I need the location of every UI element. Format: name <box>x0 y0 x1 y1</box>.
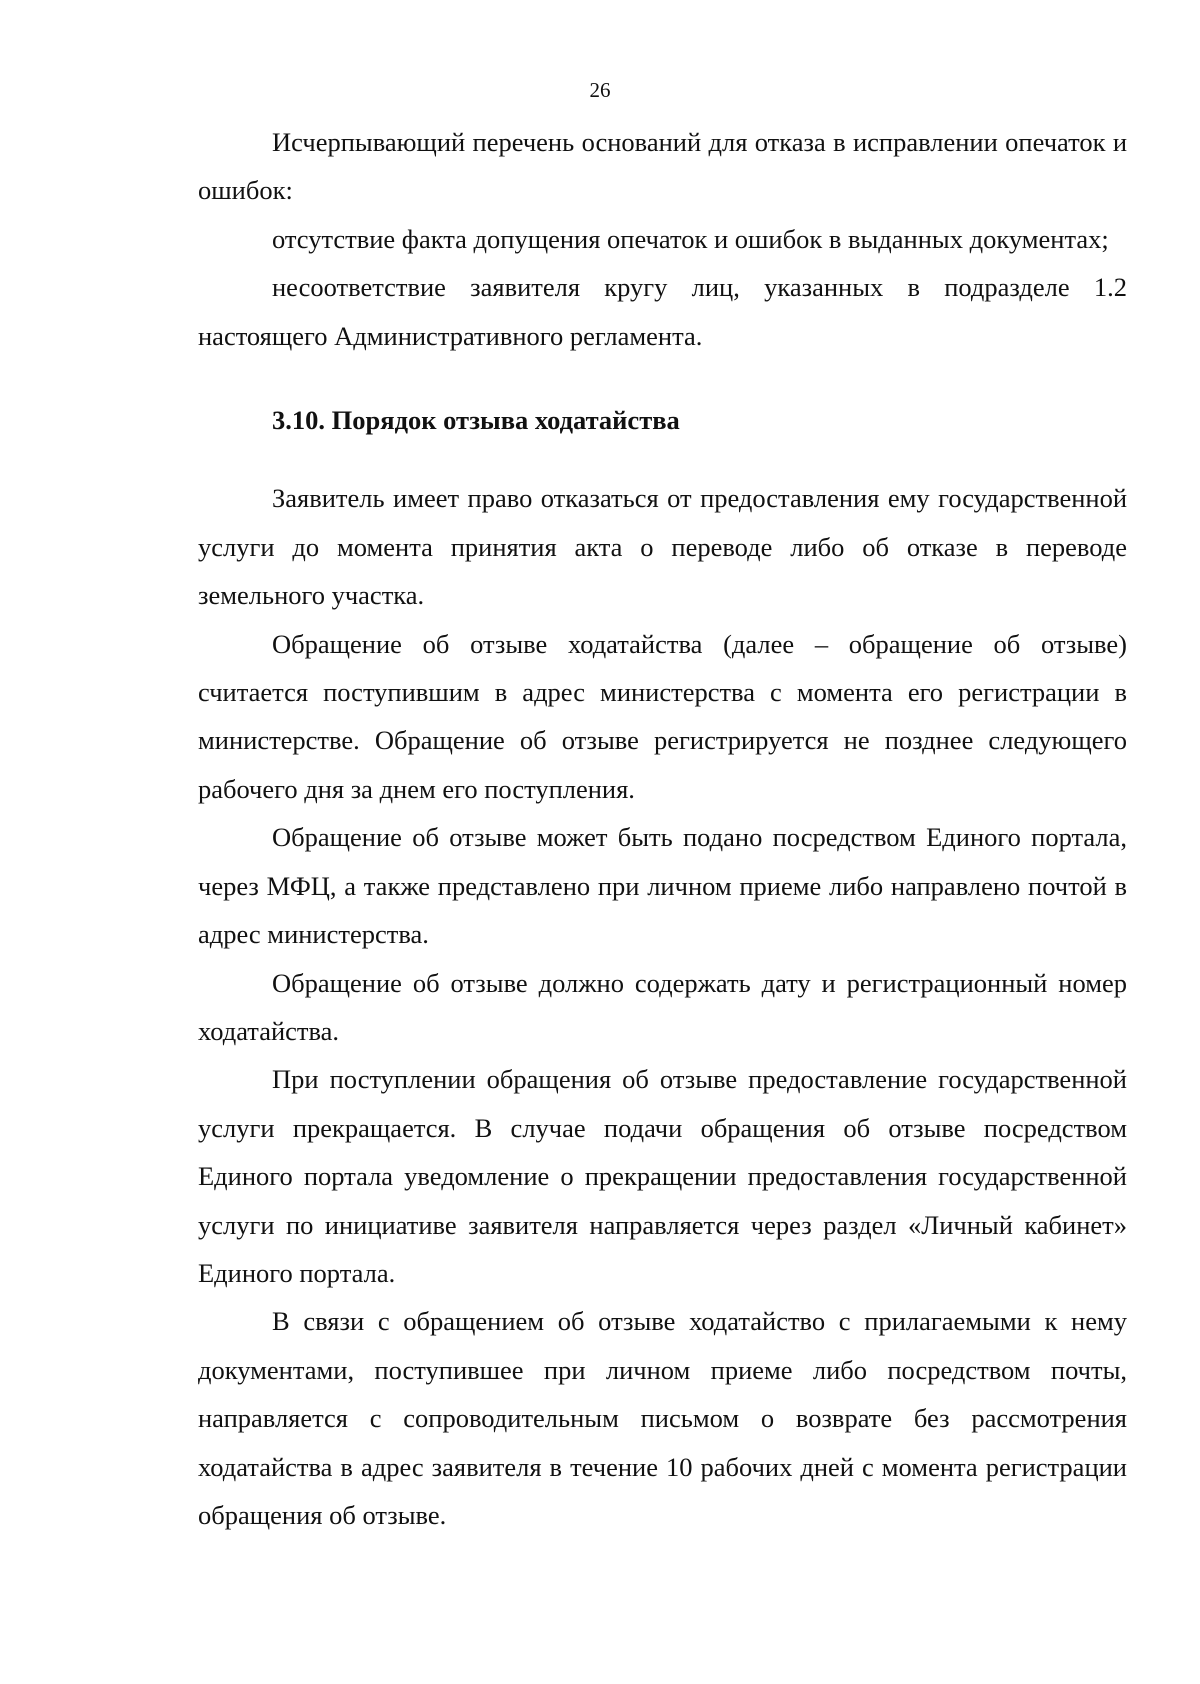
paragraph: отсутствие факта допущения опечаток и ошибок в выданных документах; <box>272 223 1109 254</box>
paragraph: В связи с обращением об отзыве ходатайство с прилагаемыми к нему документами, поступившее при личном приеме либо посредством почты, направляется с сопроводительным письмом о возврате без рассмотрения ходатайства в адрес заявителя в течение 10 рабочих дней с момента регистрации обращения об отзыве. <box>198 1306 1127 1530</box>
paragraph: Заявитель имеет право отказаться от предоставления ему государственной услуги до момента принятия акта о переводе либо об отказе в переводе земельного участка. <box>198 483 1127 611</box>
section-heading: 3.10. Порядок отзыва ходатайства <box>272 405 680 436</box>
paragraph: Обращение об отзыве ходатайства (далее – обращение об отзыве) считается поступившим в адрес министерства с момента его регистрации в министерстве. Обращение об отзыве регистрируется не позднее следующего рабочего дня за днем его поступления. <box>198 628 1127 804</box>
page-number: 26 <box>589 78 611 102</box>
document-body <box>198 118 1127 1539</box>
paragraph: Обращение об отзыве должно содержать дату и регистрационный номер ходатайства. <box>198 967 1127 1046</box>
paragraph: При поступлении обращения об отзыве предоставление государственной услуги прекращается. В случае подачи обращения об отзыве посредством Единого портала уведомление о прекращении предоставления государственной услуги по инициативе заявителя направляется через раздел «Личный кабинет» Единого портала. <box>198 1064 1127 1288</box>
paragraph: Обращение об отзыве может быть подано посредством Единого портала, через МФЦ, а также представлено при личном приеме либо направлено почтой в адрес министерства. <box>198 822 1127 950</box>
paragraph: несоответствие заявителя кругу лиц, указанных в подразделе 1.2 настоящего Административного регламента. <box>198 272 1127 351</box>
paragraph: Исчерпывающий перечень оснований для отказа в исправлении опечаток и ошибок: <box>198 127 1127 206</box>
